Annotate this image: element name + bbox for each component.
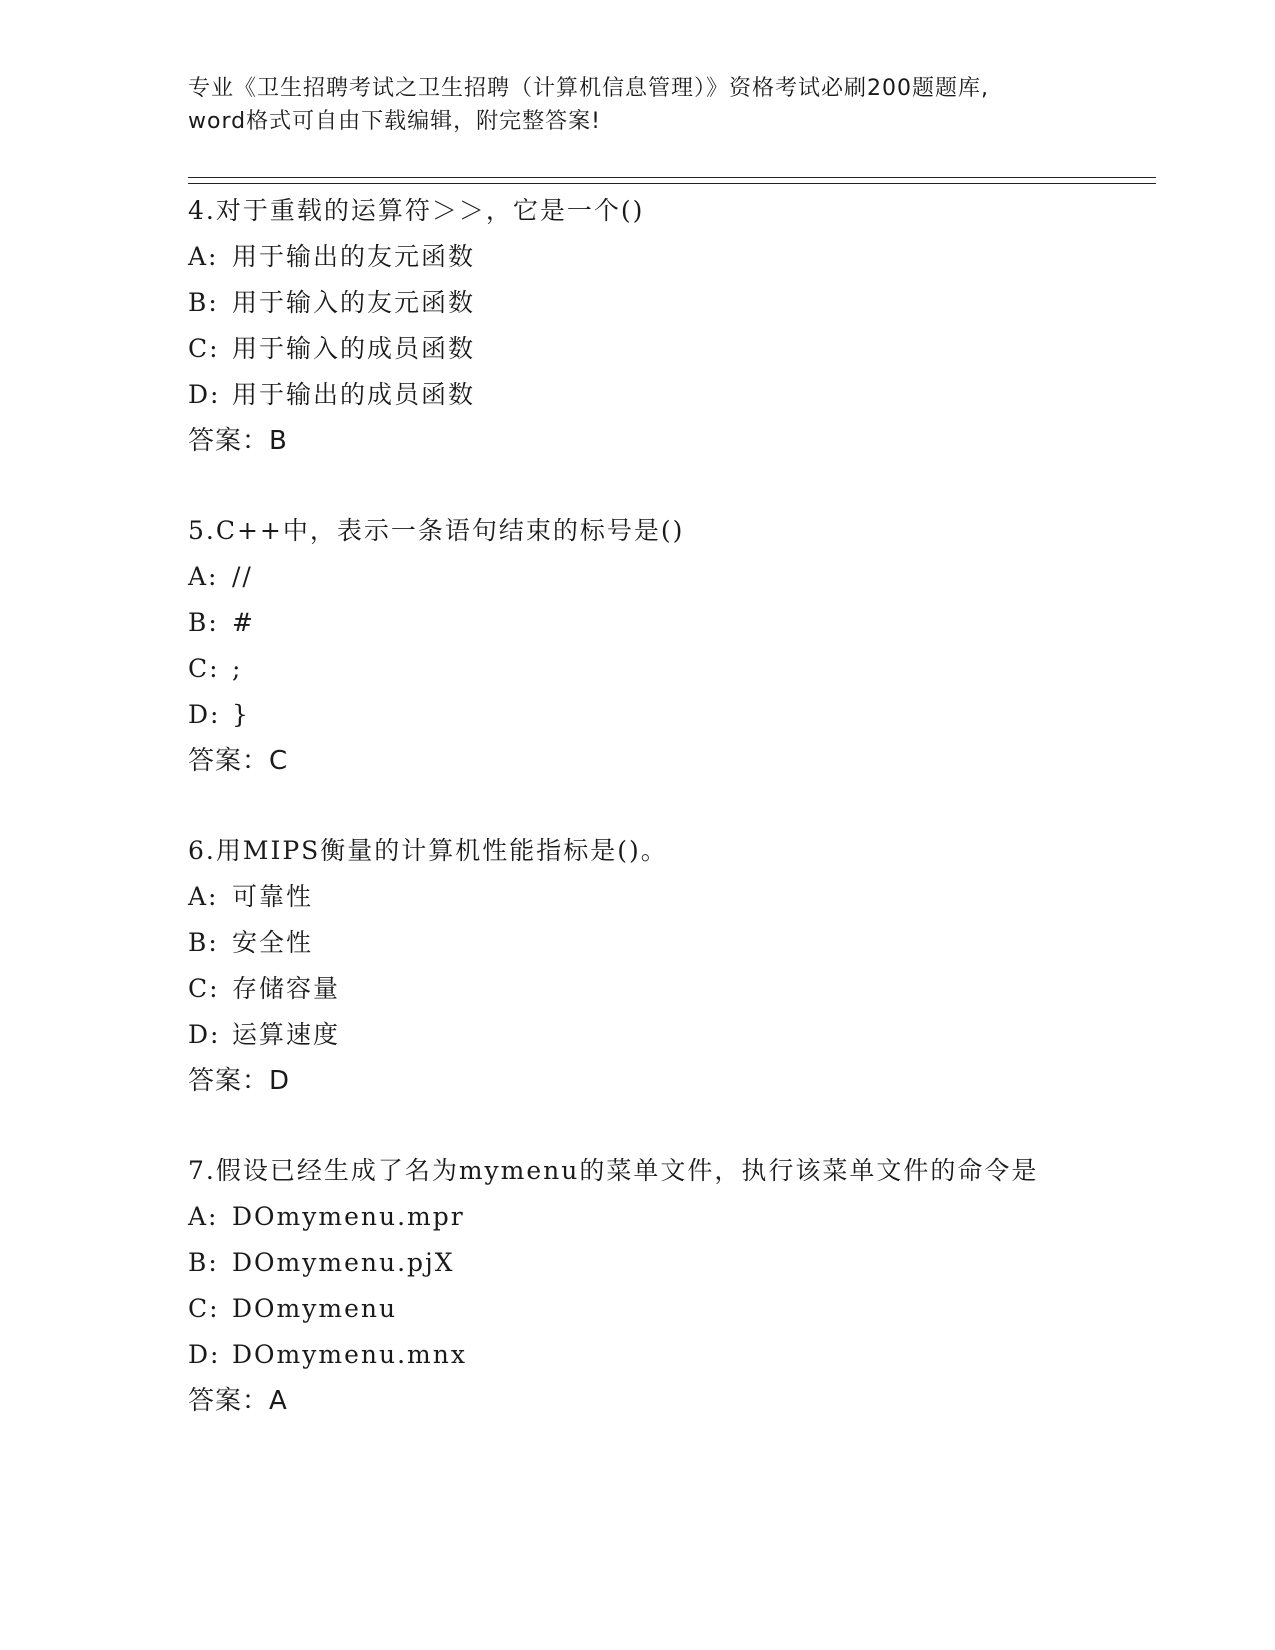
question-4 [188,188,1148,464]
question-5 [188,508,1148,784]
option-text: 可靠性 [232,882,314,911]
option-d [188,372,1148,418]
option-c [188,1286,1148,1332]
option-letter: A: [188,242,219,271]
option-a [188,234,1148,280]
option-text: 用于输入的成员函数 [232,334,476,363]
option-text: ; [232,654,243,683]
option-letter: C: [188,1294,220,1323]
option-letter: B: [188,288,219,317]
option-b [188,600,1148,646]
option-a [188,554,1148,600]
option-d [188,1332,1148,1378]
option-text: DOmymenu.pjX [232,1248,455,1277]
option-c [188,646,1148,692]
option-letter: D: [188,1020,221,1049]
header-divider-bottom [188,183,1156,184]
option-text: DOmymenu [232,1294,398,1323]
option-text: DOmymenu.mnx [232,1340,467,1369]
header-line-1: 专业《卫生招聘考试之卫生招聘（计算机信息管理）》资格考试必刷200题题库, [188,76,989,101]
question-6 [188,828,1148,1104]
option-a [188,874,1148,920]
answer-line: 答案：B [188,426,288,456]
option-text: 运算速度 [232,1020,341,1049]
option-text: // [232,562,253,591]
option-letter: A: [188,1202,219,1231]
option-letter: D: [188,380,221,409]
option-text: DOmymenu.mpr [232,1202,465,1231]
header-line-2: word格式可自由下载编辑，附完整答案! [188,109,601,134]
option-letter: B: [188,928,219,957]
question-7 [188,1148,1148,1424]
option-letter: B: [188,1248,219,1277]
answer-line: 答案：A [188,1386,288,1416]
option-b [188,280,1148,326]
option-text: } [232,700,250,729]
option-d [188,692,1148,738]
document-header [188,72,1088,138]
option-letter: A: [188,882,219,911]
answer-line: 答案：C [188,746,289,776]
option-letter: A: [188,562,219,591]
question-title: 7.假设已经生成了名为mymenu的菜单文件，执行该菜单文件的命令是 [188,1156,1039,1185]
option-c [188,966,1148,1012]
answer-line: 答案：D [188,1066,291,1096]
option-c [188,326,1148,372]
option-letter: D: [188,700,221,729]
option-text: 用于输出的成员函数 [232,380,476,409]
option-text: 用于输入的友元函数 [232,288,476,317]
question-title: 5.C++中，表示一条语句结束的标号是() [188,516,685,545]
option-text: 存储容量 [232,974,341,1003]
option-a [188,1194,1148,1240]
option-letter: C: [188,654,220,683]
option-letter: D: [188,1340,221,1369]
option-letter: C: [188,974,220,1003]
option-letter: B: [188,608,219,637]
option-letter: C: [188,334,220,363]
question-title: 4.对于重载的运算符＞＞，它是一个() [188,196,645,225]
option-d [188,1012,1148,1058]
question-title: 6.用MIPS衡量的计算机性能指标是()。 [188,836,668,865]
option-text: 安全性 [232,928,314,957]
option-b [188,920,1148,966]
header-divider-top [188,177,1156,178]
option-text: # [232,608,255,637]
option-b [188,1240,1148,1286]
option-text: 用于输出的友元函数 [232,242,476,271]
